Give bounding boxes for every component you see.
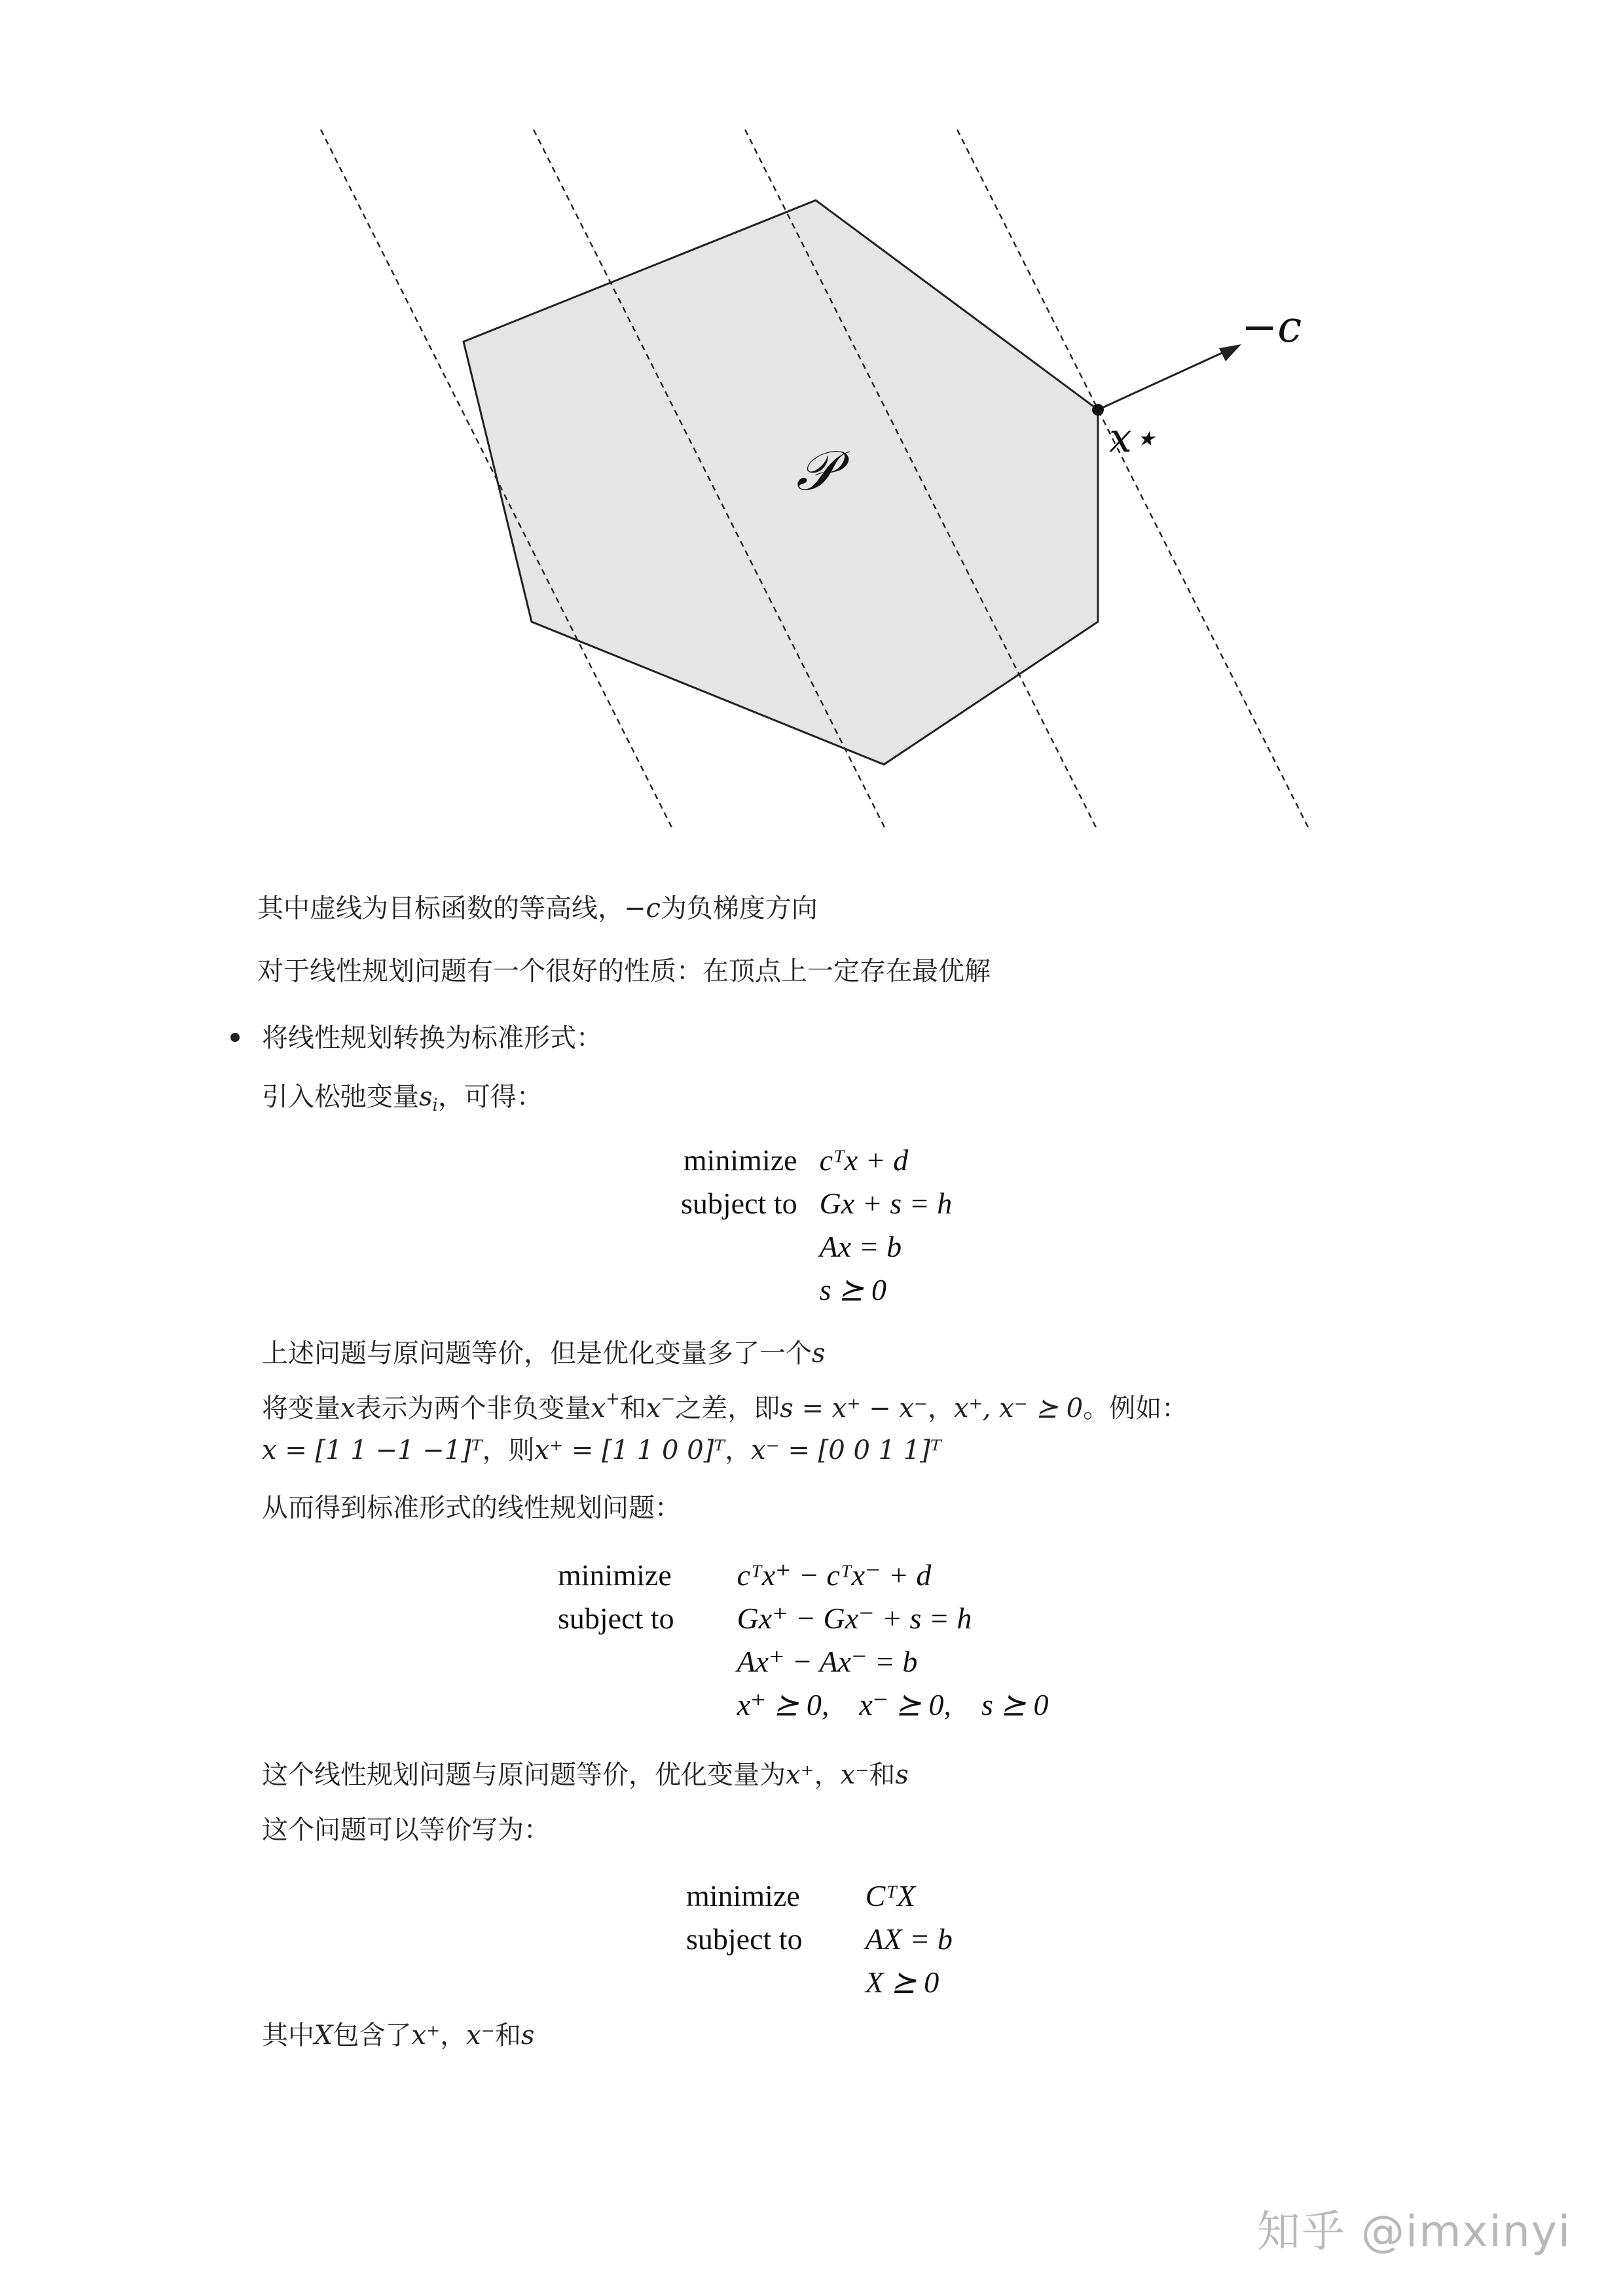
optimum-point	[1092, 404, 1104, 416]
standard-form-intro: 从而得到标准形式的线性规划问题：	[262, 1493, 681, 1523]
split-variable-line: 将变量x表示为两个非负变量x+和x−之差，即s = x⁺ − x⁻，x⁺, x⁻ ⪰ 0。例如：	[262, 1389, 1188, 1424]
example-line: x = [1 1 −1 −1]ᵀ，则x⁺ = [1 1 0 0]ᵀ，x⁻ = [0 0 1 1]ᵀ	[262, 1435, 941, 1465]
linear-program-figure	[0, 0, 1623, 870]
bullet-text: 将线性规划转换为标准形式：	[262, 1023, 602, 1053]
optimum-label: x⋆	[1109, 414, 1158, 461]
vertex-property-line: 对于线性规划问题有一个很好的性质：在顶点上一定存在最优解	[257, 956, 991, 986]
equivalence-line: 上述问题与原问题等价，但是优化变量多了一个s	[262, 1338, 826, 1369]
gradient-label: −c	[1241, 302, 1302, 352]
equivalent-variables-line: 这个线性规划问题与原问题等价，优化变量为x⁺，x⁻和s	[262, 1760, 909, 1790]
polygon-label: 𝒫	[796, 439, 836, 503]
caption-line: 其中虚线为目标函数的等高线，−c为负梯度方向	[257, 893, 818, 924]
rewrite-intro: 这个问题可以等价写为：	[262, 1815, 550, 1845]
equation-compact-form: minimize CᵀX subject to AX = b X ⪰ 0	[686, 1879, 953, 1999]
bullet-dot	[230, 1033, 240, 1042]
feasible-polygon	[464, 200, 1098, 764]
x-contains-line: 其中X包含了x⁺，x⁻和s	[262, 2020, 535, 2051]
gradient-arrow-head	[1219, 344, 1241, 361]
zhihu-watermark: 知乎 @imxinyi	[1257, 2206, 1572, 2257]
equation-standard-form: minimize cᵀx⁺ − cᵀx⁻ + d subject to Gx⁺ − Gx⁻ + s = h Ax⁺ − Ax⁻ = b x⁺ ⪰ 0, x⁻ ⪰ 0, s ⪰ 0	[558, 1558, 1049, 1721]
slack-variable-line: 引入松弛变量$s_i$，可得：	[262, 1082, 543, 1115]
gradient-arrow-shaft	[1098, 349, 1231, 410]
equation-slack-form: minimize cᵀx + d subject to Gx + s = h Ax = b s ⪰ 0	[681, 1143, 953, 1306]
